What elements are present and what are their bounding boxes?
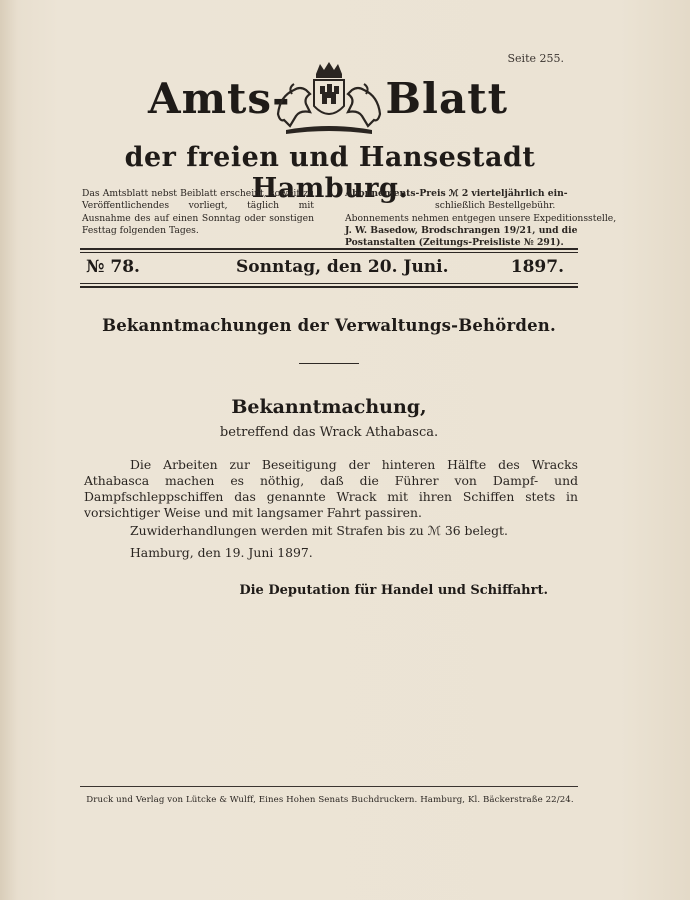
notice-paragraph: Die Arbeiten zur Beseitigung der hinteren Hälfte des Wracks Athabasca machen es nöthig, daß die Führer von Dampf- und Dampfschleppschiffen das genannte Wrack mit ihren Schiffen stets in vorsichtiger Weise und mit langsamer Fahrt passiren. bbox=[84, 457, 578, 520]
notice-paragraph: Zuwiderhandlungen werden mit Strafen bis zu ℳ 36 belegt. bbox=[130, 523, 508, 538]
subscription-line: J. W. Basedow, Brodschrangen 19/21, und die bbox=[345, 224, 578, 236]
section-heading: Bekanntmachungen der Verwaltungs-Behörden. bbox=[102, 316, 556, 335]
issue-number: № 78. bbox=[86, 257, 140, 277]
header-divider bbox=[80, 252, 578, 253]
subscription-line: Abonnements-Preis ℳ 2 vierteljährlich ein- bbox=[345, 188, 568, 199]
notice-title: Bekanntmachung, bbox=[231, 396, 427, 418]
issue-divider bbox=[80, 283, 578, 284]
subscription-line: Postanstalten (Zeitungs-Preisliste № 291). bbox=[345, 237, 564, 249]
masthead-title-right: Blatt bbox=[385, 74, 508, 123]
issue-date: Sonntag, den 20. Juni. bbox=[236, 257, 449, 277]
notice-signature: Die Deputation für Handel und Schiffahrt. bbox=[239, 583, 548, 598]
issue-divider bbox=[80, 286, 578, 288]
issue-line bbox=[86, 257, 570, 279]
masthead-subtitle: der freien und Hansestadt Hamburg. bbox=[124, 142, 536, 204]
masthead bbox=[120, 68, 570, 138]
page-number: Seite 255. bbox=[507, 52, 564, 65]
masthead-title-left: Amts- bbox=[148, 74, 291, 123]
subscription-line: Abonnements nehmen entgegen unsere Expeditionsstelle, bbox=[345, 212, 617, 224]
hamburg-coat-of-arms-icon bbox=[270, 60, 388, 138]
printer-imprint: Druck und Verlag von Lütcke & Wulff, Eines Hohen Senats Buchdruckern. Hamburg, Kl. Bäckerstraße 22/24. bbox=[86, 795, 574, 805]
footer-divider bbox=[80, 786, 578, 787]
header-divider bbox=[80, 248, 578, 250]
publication-info: Das Amtsblatt nebst Beiblatt erscheint, soweit zu Veröffentlichendes vorliegt, täglich mit Ausnahme des auf einen Sonntag oder sonstigen Festtag folgenden Tages. bbox=[82, 188, 314, 236]
section-separator bbox=[299, 363, 359, 364]
notice-subtitle: betreffend das Wrack Athabasca. bbox=[219, 425, 439, 440]
issue-year: 1897. bbox=[510, 257, 564, 277]
subscription-line: schließlich Bestellgebühr. bbox=[435, 200, 556, 212]
notice-place-date: Hamburg, den 19. Juni 1897. bbox=[130, 545, 313, 560]
notice-body bbox=[84, 457, 578, 561]
subscription-info bbox=[345, 188, 617, 249]
